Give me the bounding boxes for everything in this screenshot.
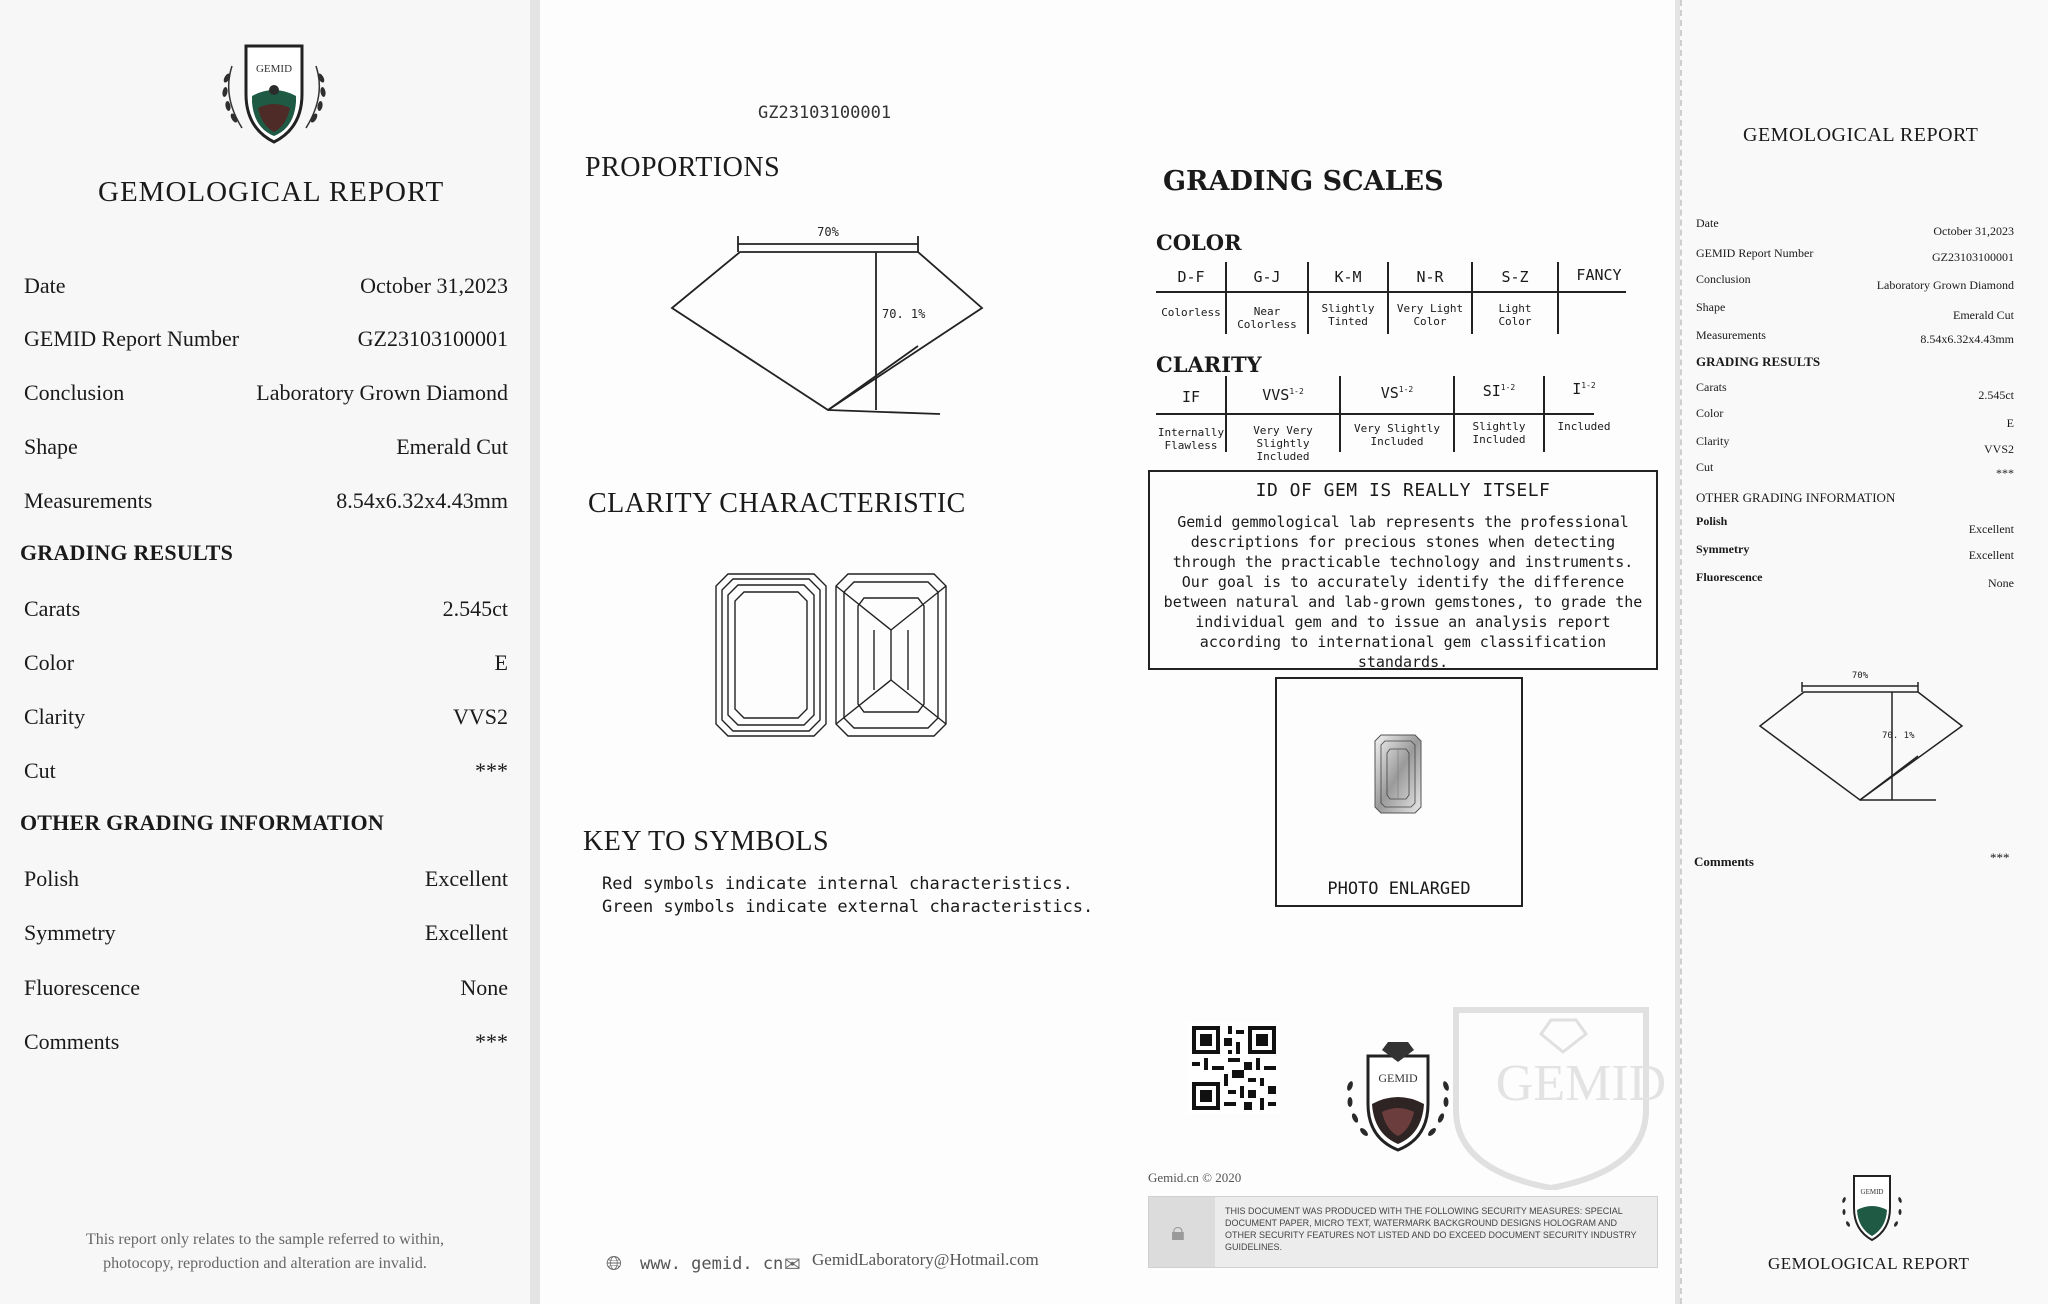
color-code-nr: N-R bbox=[1416, 268, 1444, 286]
field-value: Emerald Cut bbox=[396, 434, 508, 459]
field-label: Carats bbox=[24, 596, 81, 621]
field-row-report-number bbox=[18, 326, 508, 364]
disclaimer-line: photocopy, reproduction and alteration are invalid. bbox=[103, 1255, 427, 1272]
field-label: Polish bbox=[24, 866, 80, 891]
right-row-color bbox=[1696, 406, 2014, 430]
clarity-plot-diagram bbox=[714, 570, 948, 740]
field-label: Polish bbox=[1696, 514, 1728, 528]
field-value: None bbox=[460, 975, 508, 1000]
grading-scales-heading: GRADING SCALES bbox=[1163, 166, 1444, 197]
key-to-symbols-heading: KEY TO SYMBOLS bbox=[583, 826, 830, 857]
id-of-gem-title: ID OF GEM IS REALLY ITSELF bbox=[1255, 480, 1551, 501]
field-label: Measurements bbox=[24, 488, 153, 513]
right-row-conclusion bbox=[1696, 272, 2014, 292]
field-value: VVS2 bbox=[452, 704, 508, 729]
field-value: GZ23103100001 bbox=[357, 326, 508, 351]
clarity-code-vvs-sup: 1-2 bbox=[1289, 387, 1304, 396]
clarity-code-si bbox=[1454, 382, 1544, 400]
clarity-characteristic-heading: CLARITY CHARACTERISTIC bbox=[588, 488, 966, 519]
field-value: Excellent bbox=[424, 866, 508, 891]
watermark-text: GEMID bbox=[1495, 1055, 1666, 1112]
field-row-measurements bbox=[18, 488, 508, 526]
field-value: October 31,2023 bbox=[360, 273, 508, 298]
field-label: GEMID Report Number bbox=[1696, 246, 1814, 260]
field-row-polish bbox=[18, 866, 508, 904]
table-percent-label: 70% bbox=[817, 225, 839, 239]
grading-results-heading: GRADING RESULTS bbox=[20, 540, 234, 565]
clarity-code-i-text: I bbox=[1572, 380, 1582, 398]
field-label: Symmetry bbox=[24, 920, 116, 945]
right-comments-label: Comments bbox=[1694, 854, 1754, 869]
clarity-desc-i: Included bbox=[1557, 420, 1611, 433]
lock-icon: 🔒︎ bbox=[1171, 1217, 1185, 1246]
copyright: Gemid.cn © 2020 bbox=[1148, 1170, 1242, 1185]
report-id: GZ23103100001 bbox=[758, 103, 892, 123]
proportions-diagram bbox=[660, 222, 990, 422]
field-value: *** bbox=[1996, 466, 2014, 480]
id-of-gem-body: Gemid gemmological lab represents the professional descriptions for precious stones when detecting through the practicable technology and instruments. Our goal is to accurately identify the difference between natural and lab-grown gemstones, to grade the individual gem and to issue an analysis report according to international gem classification standards. bbox=[1163, 513, 1643, 671]
right-crest-logo bbox=[1836, 1170, 1908, 1244]
right-comments-value: *** bbox=[1990, 850, 2010, 865]
right-row-date bbox=[1696, 216, 2014, 236]
field-value: Excellent bbox=[1968, 548, 2014, 562]
color-desc-nr: Very Light Color bbox=[1396, 302, 1464, 328]
clarity-desc-vs: Very Slightly Included bbox=[1353, 422, 1441, 448]
clarity-desc-vvs: Very Very Slightly Included bbox=[1253, 424, 1313, 463]
right-row-symmetry bbox=[1696, 542, 2014, 562]
field-row-date bbox=[18, 273, 508, 311]
color-code-fancy: FANCY bbox=[1576, 266, 1622, 284]
clarity-desc-if: Internally Flawless bbox=[1157, 426, 1225, 452]
qr-code[interactable] bbox=[1188, 1022, 1280, 1114]
field-value: Emerald Cut bbox=[1953, 308, 2014, 322]
disclaimer-line: This report only relates to the sample referred to within, bbox=[85, 1231, 445, 1248]
gemid-crest-logo bbox=[212, 36, 336, 154]
field-row-conclusion bbox=[18, 380, 508, 418]
security-notice bbox=[1148, 1196, 1658, 1268]
field-label: Clarity bbox=[1696, 434, 1730, 448]
field-value: October 31,2023 bbox=[1933, 224, 2014, 238]
color-code-km: K-M bbox=[1334, 268, 1362, 286]
right-table-percent: 70% bbox=[1851, 671, 1869, 681]
right-row-carats bbox=[1696, 380, 2014, 400]
field-row-comments bbox=[18, 1029, 508, 1067]
clarity-code-si-sup: 1-2 bbox=[1500, 383, 1516, 392]
key-line-red: Red symbols indicate internal characteristics. bbox=[602, 874, 1073, 894]
color-desc-df: Colorless bbox=[1161, 306, 1221, 319]
field-label: Color bbox=[24, 650, 75, 675]
field-label: Comments bbox=[24, 1029, 120, 1054]
gemid-seal-logo bbox=[1338, 1034, 1458, 1160]
field-row-carats bbox=[18, 596, 508, 634]
field-value: *** bbox=[475, 1029, 508, 1054]
right-grading-heading: GRADING RESULTS bbox=[1696, 354, 1821, 369]
field-label: Shape bbox=[24, 434, 78, 459]
field-label: Symmetry bbox=[1696, 542, 1750, 556]
qr-code-graphic bbox=[1188, 1022, 1280, 1114]
right-row-measurements bbox=[1696, 328, 2014, 348]
clarity-code-si-text: SI bbox=[1482, 382, 1501, 400]
field-label: Fluorescence bbox=[24, 975, 141, 1000]
field-row-cut bbox=[18, 758, 508, 796]
website-link[interactable]: www. gemid. cn bbox=[640, 1254, 784, 1274]
photo-caption: PHOTO ENLARGED bbox=[1327, 879, 1471, 899]
report-title: GEMOLOGICAL REPORT bbox=[98, 176, 445, 208]
email-icon: ✉︎ bbox=[784, 1254, 801, 1276]
field-value: 8.54x6.32x4.43mm bbox=[1920, 332, 2014, 346]
disclaimer bbox=[30, 1228, 500, 1276]
field-label: Date bbox=[1696, 216, 1719, 230]
diamond-photo bbox=[1373, 733, 1423, 815]
clarity-code-vvs-text: VVS bbox=[1262, 386, 1290, 404]
field-value: Excellent bbox=[1968, 522, 2014, 536]
field-row-clarity bbox=[18, 704, 508, 742]
proportions-heading: PROPORTIONS bbox=[585, 152, 781, 183]
photo-enlarged-box bbox=[1275, 677, 1523, 907]
field-row-shape bbox=[18, 434, 508, 472]
field-value: VVS2 bbox=[1983, 442, 2014, 456]
field-value: Laboratory Grown Diamond bbox=[256, 380, 508, 405]
right-report-title: GEMOLOGICAL REPORT bbox=[1743, 124, 1979, 146]
field-value: Excellent bbox=[424, 920, 508, 945]
field-label: Conclusion bbox=[1696, 272, 1751, 286]
right-row-clarity bbox=[1696, 434, 2014, 454]
clarity-code-vs-sup: 1-2 bbox=[1398, 385, 1414, 394]
field-label: GEMID Report Number bbox=[24, 326, 240, 351]
email-link[interactable]: GemidLaboratory@Hotmail.com bbox=[812, 1250, 1039, 1269]
right-row-report-number bbox=[1696, 246, 2014, 266]
depth-percent-label: 70. 1% bbox=[882, 307, 926, 321]
seal-text: GEMID bbox=[1378, 1071, 1418, 1085]
right-crest-text: GEMID bbox=[1860, 1188, 1884, 1196]
clarity-desc-si: Slightly Included bbox=[1472, 420, 1526, 446]
right-panel bbox=[1680, 0, 2048, 1304]
right-row-shape bbox=[1696, 300, 2014, 320]
right-proportions-diagram bbox=[1756, 666, 1966, 806]
clarity-code-i bbox=[1544, 380, 1624, 398]
other-grading-heading: OTHER GRADING INFORMATION bbox=[20, 810, 384, 835]
color-scale-heading: COLOR bbox=[1156, 230, 1242, 255]
right-row-fluorescence bbox=[1696, 570, 2014, 590]
right-row-polish bbox=[1696, 514, 2014, 534]
field-label: Shape bbox=[1696, 300, 1726, 314]
field-label: Fluorescence bbox=[1696, 570, 1763, 584]
right-depth-percent: 70. 1% bbox=[1882, 731, 1915, 741]
field-value: GZ23103100001 bbox=[1932, 250, 2014, 264]
clarity-code-if: IF bbox=[1181, 388, 1201, 406]
color-desc-gj: Near Colorless bbox=[1237, 305, 1297, 331]
clarity-code-vs bbox=[1340, 384, 1454, 402]
field-value: E bbox=[494, 650, 508, 675]
crest-text: GEMID bbox=[255, 63, 293, 75]
field-value: 8.54x6.32x4.43mm bbox=[336, 488, 508, 513]
field-value: Laboratory Grown Diamond bbox=[1876, 278, 2014, 292]
color-code-gj: G-J bbox=[1253, 268, 1281, 286]
clarity-scale-heading: CLARITY bbox=[1156, 352, 1262, 377]
globe-icon: 🌐︎ bbox=[606, 1253, 622, 1275]
field-label: Cut bbox=[24, 758, 56, 783]
right-footer-title: GEMOLOGICAL REPORT bbox=[1768, 1254, 1970, 1273]
field-label: Conclusion bbox=[24, 380, 125, 405]
security-notice-text: THIS DOCUMENT WAS PRODUCED WITH THE FOLLOWING SECURITY MEASURES: SPECIAL DOCUMENT PAPER, MICRO TEXT, WATERMARK BACKGROUND DESIGNS HOLOGRAM AND OTHER SECURITY FEATURES NOT LISTED AND DO EXCEED DOCUMENT SECURITY INDUSTRY GUIDELINES. bbox=[1225, 1206, 1637, 1252]
field-row-color bbox=[18, 650, 508, 688]
field-value: *** bbox=[475, 758, 508, 783]
clarity-code-vs-text: VS bbox=[1380, 384, 1399, 402]
key-line-green: Green symbols indicate external characteristics. bbox=[602, 897, 1094, 917]
clarity-code-i-sup: 1-2 bbox=[1581, 381, 1596, 390]
color-code-sz: S-Z bbox=[1501, 268, 1529, 286]
field-value: None bbox=[1988, 576, 2014, 590]
field-label: Cut bbox=[1696, 460, 1714, 474]
field-label: Date bbox=[24, 273, 66, 298]
field-value: 2.545ct bbox=[442, 596, 508, 621]
id-of-gem-box bbox=[1148, 470, 1658, 670]
clarity-code-vvs bbox=[1226, 386, 1340, 404]
field-label: Carats bbox=[1696, 380, 1727, 394]
field-label: Clarity bbox=[24, 704, 86, 729]
field-value: E bbox=[2006, 416, 2014, 430]
color-desc-km: Slightly Tinted bbox=[1321, 302, 1375, 328]
field-label: Color bbox=[1696, 406, 1724, 420]
right-other-heading: OTHER GRADING INFORMATION bbox=[1696, 490, 1896, 505]
color-desc-sz: Light Color bbox=[1498, 302, 1532, 328]
field-label: Measurements bbox=[1696, 328, 1766, 342]
color-code-df: D-F bbox=[1177, 268, 1205, 286]
field-value: 2.545ct bbox=[1978, 388, 2014, 402]
field-row-symmetry bbox=[18, 920, 508, 958]
right-row-cut bbox=[1696, 460, 2014, 480]
field-row-fluorescence bbox=[18, 975, 508, 1013]
